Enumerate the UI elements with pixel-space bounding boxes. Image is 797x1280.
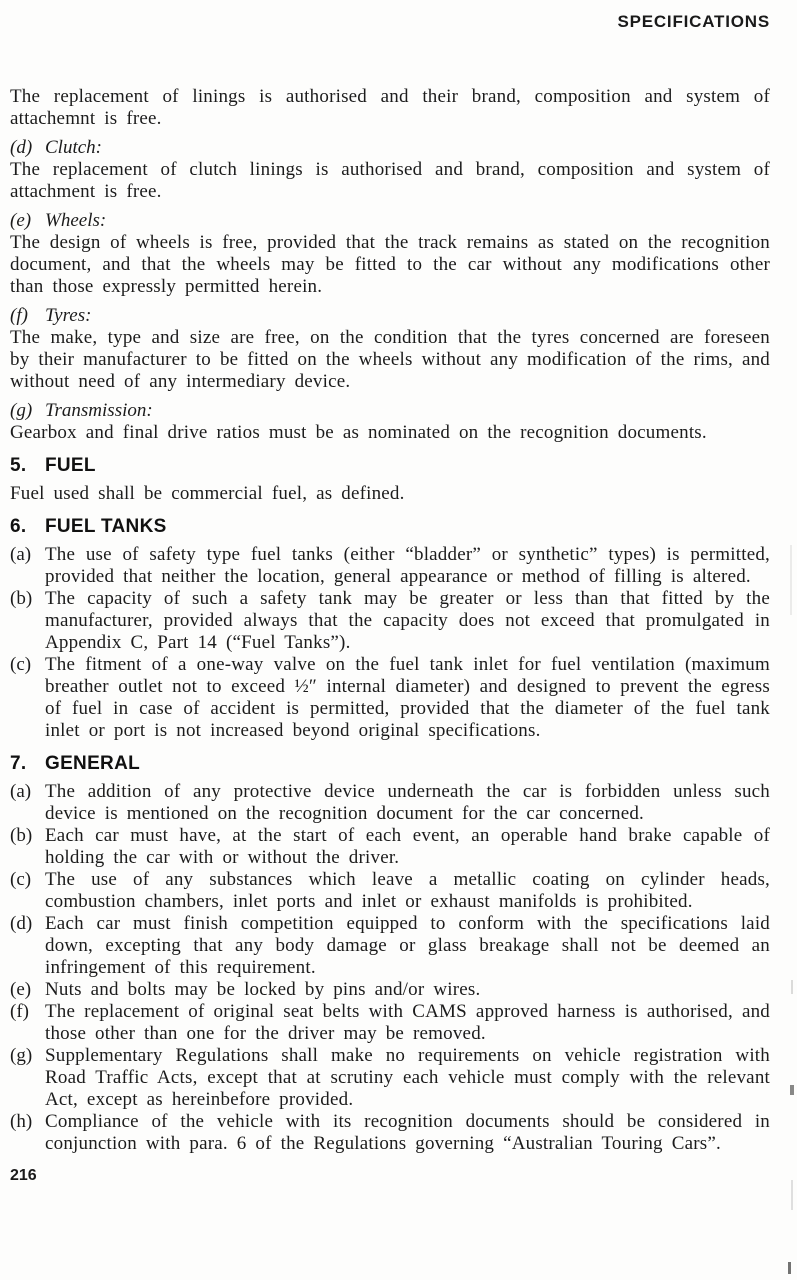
paragraph-transmission: Gearbox and final drive ratios must be as nominated on the recognition documents. [10, 422, 707, 443]
section-heading-fuel-tanks [10, 516, 770, 538]
item-label: (c) [10, 654, 32, 675]
clause-label: (d) [10, 137, 33, 158]
item-body: Compliance of the vehicle with its recognition documents should be considered in conjunction with para. 6 of the Regulations governing “Australian Touring Cars”. [45, 1111, 770, 1154]
item-body: Nuts and bolts may be locked by pins and/or wires. [45, 979, 481, 1000]
item-body: Each car must finish competition equipped to conform with the specifications laid down, excepting that any body damage or glass breakage shall not be deemed an infringement of this requirement. [45, 913, 770, 978]
scan-artifact [791, 980, 793, 994]
clause-label: (e) [10, 210, 32, 231]
item-body: The fitment of a one-way valve on the fuel tank inlet for fuel ventilation (maximum breather outlet not to exceed ½″ internal diameter) and designed to prevent the egress of fuel in case of accident is permitted, provided that the diameter of the fuel tank inlet or port is not increased beyond original specifications. [45, 654, 770, 741]
section-title: FUEL TANKS [45, 516, 167, 537]
page-number: 216 [10, 1167, 37, 1184]
lettered-item [10, 979, 770, 1001]
item-label: (h) [10, 1111, 33, 1132]
clause-title: Clutch: [45, 137, 102, 158]
lettered-item [10, 781, 770, 825]
section-title: GENERAL [45, 753, 140, 774]
item-label: (a) [10, 781, 32, 802]
item-label: (g) [10, 1045, 33, 1066]
lettered-item [10, 913, 770, 979]
paragraph-clutch: The replacement of clutch linings is authorised and brand, composition and system of attachment is free. [10, 159, 770, 202]
clause-heading-clutch [10, 137, 770, 159]
lettered-item [10, 654, 770, 742]
clause-title: Wheels: [45, 210, 107, 231]
clause-title: Tyres: [45, 305, 92, 326]
page-content [10, 32, 770, 1187]
section-number: 6. [10, 516, 27, 537]
item-label: (e) [10, 979, 32, 1000]
item-label: (b) [10, 588, 33, 609]
item-body: The capacity of such a safety tank may be greater or less than that fitted by the manufacturer, provided always that the capacity does not exceed that promulgated in Appendix C, Part 14 (“Fuel Tanks”). [45, 588, 770, 653]
paragraph-tyres: The make, type and size are free, on the condition that the tyres concerned are foreseen by their manufacturer to be fitted on the wheels without any modification of the rims, and without need of any intermediary device. [10, 327, 770, 392]
item-body: The use of safety type fuel tanks (either “bladder” or synthetic” types) is permitted, provided that neither the location, general appearance or method of filling is altered. [45, 544, 770, 587]
running-header-title: SPECIFICATIONS [617, 12, 770, 31]
lettered-item [10, 1045, 770, 1111]
item-label: (d) [10, 913, 33, 934]
item-label: (f) [10, 1001, 29, 1022]
item-label: (c) [10, 869, 32, 890]
clause-heading-wheels [10, 210, 770, 232]
scan-artifact [791, 1180, 793, 1210]
clause-heading-transmission [10, 400, 770, 422]
section-heading-general [10, 753, 770, 775]
section-title: FUEL [45, 455, 96, 476]
clause-heading-tyres [10, 305, 770, 327]
clause-label: (f) [10, 305, 28, 326]
lettered-item [10, 825, 770, 869]
section-heading-fuel [10, 455, 770, 477]
scan-artifact [790, 1085, 794, 1095]
lettered-item [10, 588, 770, 654]
section-number: 5. [10, 455, 27, 476]
section-number: 7. [10, 753, 27, 774]
paragraph-linings: The replacement of linings is authorised and their brand, composition and system of attachemnt is free. [10, 86, 770, 129]
item-label: (a) [10, 544, 32, 565]
paragraph-fuel: Fuel used shall be commercial fuel, as defined. [10, 483, 405, 504]
lettered-item [10, 1001, 770, 1045]
scan-artifact [790, 545, 792, 615]
clause-title: Transmission: [45, 400, 153, 421]
item-body: Supplementary Regulations shall make no requirements on vehicle registration with Road Traffic Acts, except that at scrutiny each vehicle must comply with the relevant Act, except as hereinbefore provided. [45, 1045, 770, 1110]
paragraph-wheels: The design of wheels is free, provided that the track remains as stated on the recognition document, and that the wheels may be fitted to the car without any modifications other than those expressly permitted herein. [10, 232, 770, 297]
lettered-item [10, 869, 770, 913]
page-footer [10, 1165, 770, 1187]
item-label: (b) [10, 825, 33, 846]
lettered-item [10, 1111, 770, 1155]
scan-artifact [788, 1262, 791, 1274]
item-body: Each car must have, at the start of each event, an operable hand brake capable of holding the car with or without the driver. [45, 825, 770, 868]
item-body: The use of any substances which leave a metallic coating on cylinder heads, combustion chambers, inlet ports and inlet or exhaust manifolds is prohibited. [45, 869, 770, 912]
page-header [0, 0, 797, 32]
lettered-item [10, 544, 770, 588]
item-body: The replacement of original seat belts with CAMS approved harness is authorised, and those other than one for the driver may be removed. [45, 1001, 770, 1044]
item-body: The addition of any protective device underneath the car is forbidden unless such device is mentioned on the recognition document for the car concerned. [45, 781, 770, 824]
clause-label: (g) [10, 400, 33, 421]
